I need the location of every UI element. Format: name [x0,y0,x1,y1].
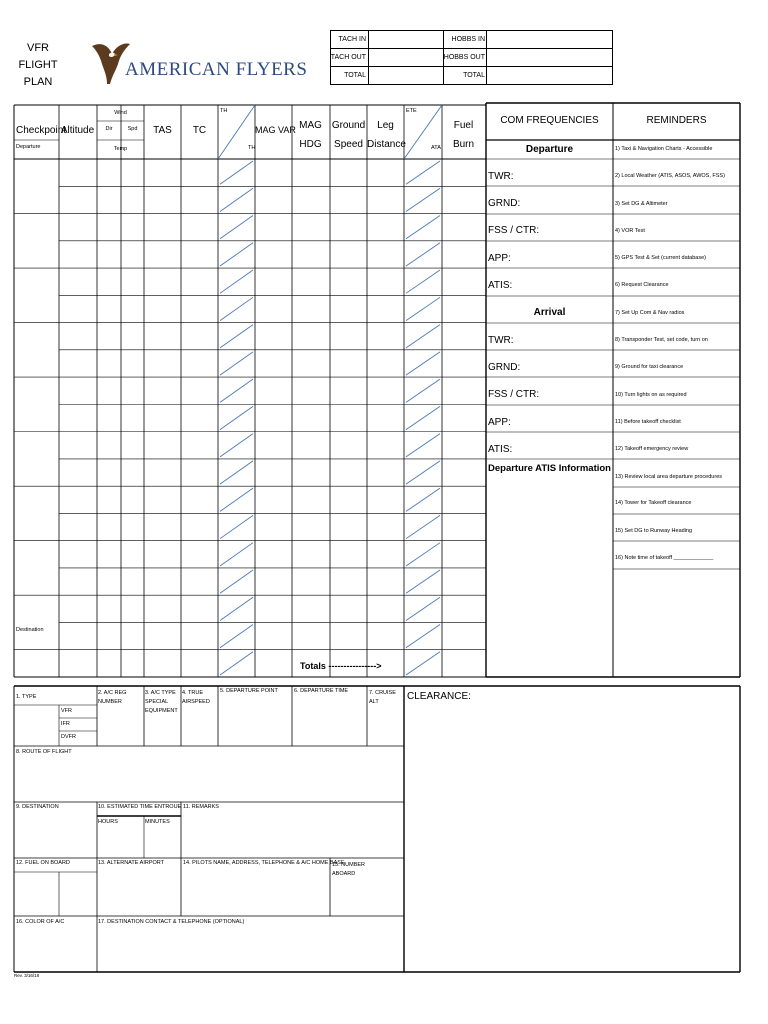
col-header-mag-hdg: MAG HDG [299,120,322,150]
reminder-item: 5) GPS Test & Set (current database) [615,255,706,261]
reminder-item: 4) VOR Test [615,228,645,234]
col-header-wind: Wind [114,110,127,116]
col-header-checkpoint: Checkpoint [16,125,67,136]
field-ac-type-label: 3. A/C TYPE SPECIAL EQUIPMENT [145,690,178,714]
reminder-item: 2) Local Weather (ATIS, ASOS, AWOS, FSS) [615,173,725,179]
field-destination-label: 9. DESTINATION [16,804,59,810]
reminder-item: 3) Set DG & Altimeter [615,201,668,207]
reminder-item: 10) Turn lights on as required [615,392,687,398]
clearance-field[interactable] [406,706,739,972]
clearance-label: CLEARANCE: [407,691,471,702]
field-true-airspeed-label: 4. TRUE AIRSPEED [182,690,210,705]
col-header-tc: TC [192,125,207,136]
field-departure-point-label: 5. DEPARTURE POINT [220,688,278,694]
arrival-heading: Arrival [533,307,566,318]
field-ac-reg-label: 2. A/C REG NUMBER [98,690,127,705]
reminder-item: 15) Set DG to Runway Heading [615,528,693,534]
field-number-aboard-label: 15. NUMBER ABOARD [332,862,366,877]
field-cruise-alt-label: 7. CRUISE ALT [369,690,396,705]
reminder-item: 8) Transponder Test, set code, turn on [615,337,708,343]
reminder-item: 12) Takeoff emergency review [615,446,689,452]
logo-text: AMERICAN FLYERS [125,59,308,80]
tach-total-label: TOTAL [344,72,366,79]
departure-row-label: Departure [16,144,41,150]
reminder-item: 6) Request Clearance [615,282,669,288]
com-frequencies-title: COM FREQUENCIES [500,115,599,126]
field-departure-time-label: 6. DEPARTURE TIME [294,688,349,694]
field-fuel-label: 12. FUEL ON BOARD [16,860,70,866]
col-header-temp: Temp [113,146,128,152]
col-header-altitude: Altitude [60,125,95,136]
col-header-tas: TAS [153,125,172,136]
reminder-item: 16) Note time of takeoff _____________ [615,555,714,561]
revision-note: Rev. 3/16/18 [14,973,40,978]
tach-in-label: TACH IN [338,36,366,43]
hobbs-total-label: TOTAL [463,72,485,79]
com-arr-twr[interactable]: TWR: [488,335,514,346]
field-type-label: 1. TYPE [16,694,37,700]
field-hours-label: HOURS [98,819,118,825]
col-header-ata: ATA [431,145,441,151]
departure-atis-info-heading: Departure ATIS Information [488,463,611,474]
reminder-item: 13) Review local area departure procedures [615,474,723,480]
com-arr-fss[interactable]: FSS / CTR: [488,389,540,400]
field-alternate-label: 13. ALTERNATE AIRPORT [98,860,165,866]
field-minutes-label: MINUTES [145,819,170,825]
col-header-mag-var: MAG VAR [255,125,296,135]
departure-heading: Departure [525,144,574,155]
title-line-flight: FLIGHT [18,59,58,72]
com-dep-app[interactable]: APP: [488,253,511,264]
com-dep-grnd[interactable]: GRND: [488,198,521,209]
col-header-ground-speed: Ground Speed [331,120,366,150]
col-header-ete: ETE [406,108,417,114]
col-header-th-bottom: TH [248,145,256,151]
hobbs-in-label: HOBBS IN [451,36,485,43]
field-color-label: 16. COLOR OF A/C [16,919,65,925]
field-vfr-label: VFR [61,708,72,714]
com-arr-app[interactable]: APP: [488,417,511,428]
title-line-plan: PLAN [23,76,53,89]
field-ete-label: 10. ESTIMATED TIME ENTROUE [98,804,182,810]
col-header-spd: Spd [127,126,138,132]
tach-out-label: TACH OUT [330,54,366,61]
reminder-item: 7) Set Up Com & Nav radios [615,310,685,316]
reminders-title: REMINDERS [646,115,707,126]
field-ifr-label: IFR [61,721,70,727]
field-remarks-label: 11. REMARKS [183,804,219,810]
field-dest-contact-label: 17. DESTINATION CONTACT & TELEPHONE (OPTIONAL) [98,919,245,925]
com-arr-atis[interactable]: ATIS: [488,444,513,455]
title-line-vfr: VFR [27,42,49,54]
reminder-item: 14) Tower for Takeoff clearance [615,500,692,506]
col-header-fuel-burn: Fuel Burn [452,120,475,150]
reminder-item: 1) Taxi & Navigation Charts - Accessible [615,146,713,152]
reminder-item: 11) Before takeoff checklist [615,419,681,425]
field-pilot-label: 14. PILOTS NAME, ADDRESS, TELEPHONE & A/C HOME BASE [183,860,345,866]
col-header-th-top: TH [220,108,228,114]
com-dep-fss[interactable]: FSS / CTR: [488,225,540,236]
col-header-leg-distance: Leg Distance [367,120,406,150]
com-dep-twr[interactable]: TWR: [488,171,514,182]
destination-row-label: Destination [16,627,44,633]
com-arr-grnd[interactable]: GRND: [488,362,521,373]
reminder-item: 9) Ground for taxi clearance [615,364,684,370]
hobbs-out-label: HOBBS OUT [443,54,485,61]
field-route-label: 8. ROUTE OF FLIGHT [16,749,72,755]
totals-label: Totals ----------------> [300,661,382,671]
com-dep-atis[interactable]: ATIS: [488,280,513,291]
field-dvfr-label: DVFR [61,734,76,740]
col-header-dir: Dir [105,126,113,132]
